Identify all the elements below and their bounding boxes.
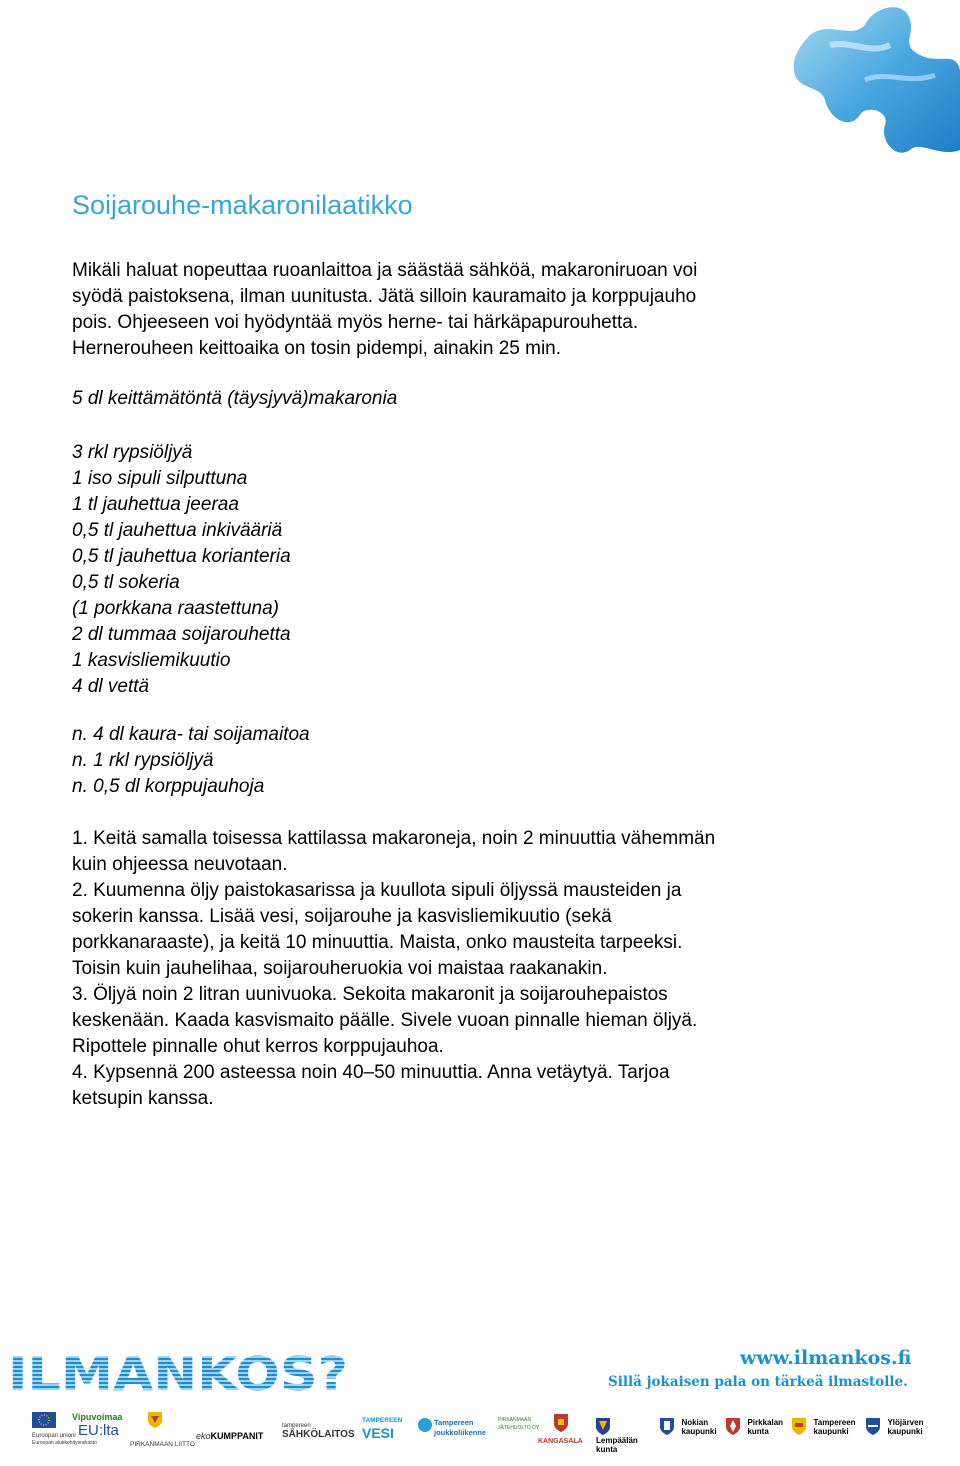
kumppanit-text: KUMPPANIT bbox=[210, 1431, 264, 1441]
jatehuolto-text-1: PIRKANMAAN bbox=[498, 1417, 532, 1423]
bus-icon bbox=[418, 1418, 432, 1432]
page-title: Soijarouhe-makaronilaatikko bbox=[72, 190, 413, 220]
tampereen-vesi-logo bbox=[362, 1416, 412, 1456]
partner-logos bbox=[0, 1412, 960, 1453]
eu-flag-icon bbox=[32, 1412, 56, 1428]
coat-of-arms-icon bbox=[792, 1418, 806, 1435]
eko-text: eko bbox=[196, 1431, 211, 1441]
eu-caption: Euroopan unioni bbox=[32, 1433, 76, 1439]
step-line: ketsupin kanssa. bbox=[72, 1088, 214, 1109]
lempaala-text-1: Lempäälän bbox=[596, 1436, 638, 1445]
coat-of-arms-icon bbox=[726, 1418, 740, 1435]
vipuvoimaa-logo bbox=[64, 1412, 124, 1452]
list-item: 1 iso sipuli silputtuna bbox=[72, 468, 248, 489]
step-line: 4. Kypsennä 200 asteessa noin 40–50 minuuttia. Anna vetäytyä. Tarjoa bbox=[72, 1062, 670, 1083]
kangasala-logo bbox=[538, 1414, 590, 1454]
pirkkala-text-1: Pirkkalan bbox=[747, 1418, 784, 1427]
step-line: kuin ohjeessa neuvotaan. bbox=[72, 854, 288, 875]
list-item: 1 kasvisliemikuutio bbox=[72, 650, 231, 671]
joukkoliikenne-text-1: Tampereen bbox=[434, 1418, 474, 1427]
vipuvoimaa-text: Vipuvoimaa bbox=[72, 1412, 123, 1422]
eu-lta-text: EU:lta bbox=[78, 1422, 119, 1439]
svg-text:ILMANKOS?: ILMANKOS? bbox=[8, 1354, 348, 1394]
step-line: Ripottele pinnalle ohut kerros korppujauhoa. bbox=[72, 1036, 444, 1057]
list-item: n. 1 rkl rypsiöljyä bbox=[72, 750, 214, 771]
list-item: 3 rkl rypsiöljyä bbox=[72, 442, 193, 463]
tampere-logo bbox=[792, 1418, 860, 1458]
joukkoliikenne-text-2: joukkoliikenne bbox=[434, 1428, 487, 1437]
list-item: 0,5 tl sokeria bbox=[72, 572, 180, 593]
ylojarvi-text-2: kaupunki bbox=[887, 1427, 923, 1436]
coat-of-arms-icon bbox=[866, 1418, 880, 1435]
intro-line: Hernerouheen keittoaika on tosin pidempi, ainakin 25 min. bbox=[72, 338, 562, 359]
intro-line: pois. Ohjeeseen voi hyödyntää myös herne- tai härkäpapurouhetta. bbox=[72, 312, 639, 333]
list-item: 2 dl tummaa soijarouhetta bbox=[72, 624, 291, 645]
pirkanmaan-liitto-logo bbox=[130, 1412, 202, 1452]
lempaala-logo bbox=[596, 1418, 658, 1458]
vesi-text-1: TAMPEREEN bbox=[362, 1417, 403, 1424]
nokia-logo bbox=[660, 1418, 720, 1458]
coat-of-arms-icon bbox=[554, 1414, 568, 1432]
list-item: 0,5 tl jauhettua korianteria bbox=[72, 546, 291, 567]
list-item: 0,5 tl jauhettua inkivääriä bbox=[72, 520, 283, 541]
eu-caption-2: Euroopan aluekehitysrahasto bbox=[32, 1440, 97, 1446]
vesi-text-2: VESI bbox=[362, 1425, 394, 1441]
step-line: 3. Öljyä noin 2 litran uunivuoka. Sekoita makaronit ja soijarouhepaistos bbox=[72, 984, 668, 1005]
topping-ingredient-list bbox=[72, 722, 872, 800]
nokia-text-1: Nokian bbox=[681, 1418, 709, 1427]
list-item: 4 dl vettä bbox=[72, 676, 150, 697]
kangasala-text: KANGASALA bbox=[538, 1438, 583, 1445]
joukkoliikenne-logo bbox=[418, 1418, 488, 1458]
nokia-text-2: kaupunki bbox=[681, 1427, 717, 1436]
ylojarvi-logo bbox=[866, 1418, 938, 1458]
website-link[interactable]: www.ilmankos.fi bbox=[740, 1347, 912, 1369]
step-line: sokerin kanssa. Lisää vesi, soijarouhe ja kasvisliemikuutio (sekä bbox=[72, 906, 612, 927]
jatehuolto-text-2: JÄTEHUOLTO OY bbox=[498, 1425, 540, 1431]
lempaala-text-2: kunta bbox=[596, 1445, 618, 1454]
slogan: Sillä jokaisen pala on tärkeä ilmastolle. bbox=[608, 1374, 908, 1390]
step-line: keskenään. Kaada kasvismaito päälle. Sivele vuoan pinnalle hieman öljyä. bbox=[72, 1010, 698, 1031]
list-item: n. 4 dl kaura- tai soijamaitoa bbox=[72, 724, 310, 745]
instruction-steps bbox=[72, 826, 872, 1112]
sahkolaitos-text-1: tampereen bbox=[282, 1423, 311, 1429]
ilmankos-logo bbox=[8, 1354, 353, 1394]
list-item: 1 tl jauhettua jeeraa bbox=[72, 494, 239, 515]
step-line: 1. Keitä samalla toisessa kattilassa makaroneja, noin 2 minuuttia vähemmän bbox=[72, 828, 716, 849]
sahkolaitos-text-2: SÄHKÖLAITOS bbox=[282, 1429, 355, 1440]
step-line: porkkanaraaste), ja keitä 10 minuuttia. Maista, onko mausteita tarpeeksi. bbox=[72, 932, 683, 953]
intro-line: Mikäli haluat nopeuttaa ruoanlaittoa ja säästää sähköä, makaroniruoan voi bbox=[72, 260, 698, 281]
intro-paragraph bbox=[72, 258, 872, 362]
ingredient-list bbox=[72, 440, 872, 700]
ylojarvi-text-1: Ylöjärven bbox=[887, 1418, 924, 1427]
pirkanmaan-liitto-text: PIRKANMAAN LIITTO bbox=[130, 1441, 195, 1448]
pirkkala-text-2: kunta bbox=[747, 1427, 769, 1436]
list-item: n. 0,5 dl korppujauhoja bbox=[72, 776, 265, 797]
step-line: Toisin kuin jauhelihaa, soijarouheruokia voi maistaa raakanakin. bbox=[72, 958, 608, 979]
intro-line: syödä paistoksena, ilman uunitusta. Jätä silloin kauramaito ja korppujauho bbox=[72, 286, 697, 307]
tampere-text-2: kaupunki bbox=[813, 1427, 849, 1436]
tampere-text-1: Tampereen bbox=[813, 1418, 856, 1427]
coat-of-arms-icon bbox=[660, 1418, 674, 1435]
step-line: 2. Kuumenna öljy paistokasarissa ja kuullota sipuli öljyssä mausteiden ja bbox=[72, 880, 682, 901]
puzzle-piece-icon bbox=[770, 0, 960, 160]
pirkkala-logo bbox=[726, 1418, 786, 1458]
coat-of-arms-icon bbox=[148, 1412, 162, 1428]
sahkolaitos-logo bbox=[282, 1422, 355, 1462]
main-ingredient: 5 dl keittämätöntä (täysjyvä)makaronia bbox=[72, 388, 398, 409]
list-item: (1 porkkana raastettuna) bbox=[72, 598, 280, 619]
coat-of-arms-icon bbox=[596, 1418, 610, 1435]
ekokumppanit-logo bbox=[196, 1426, 266, 1466]
